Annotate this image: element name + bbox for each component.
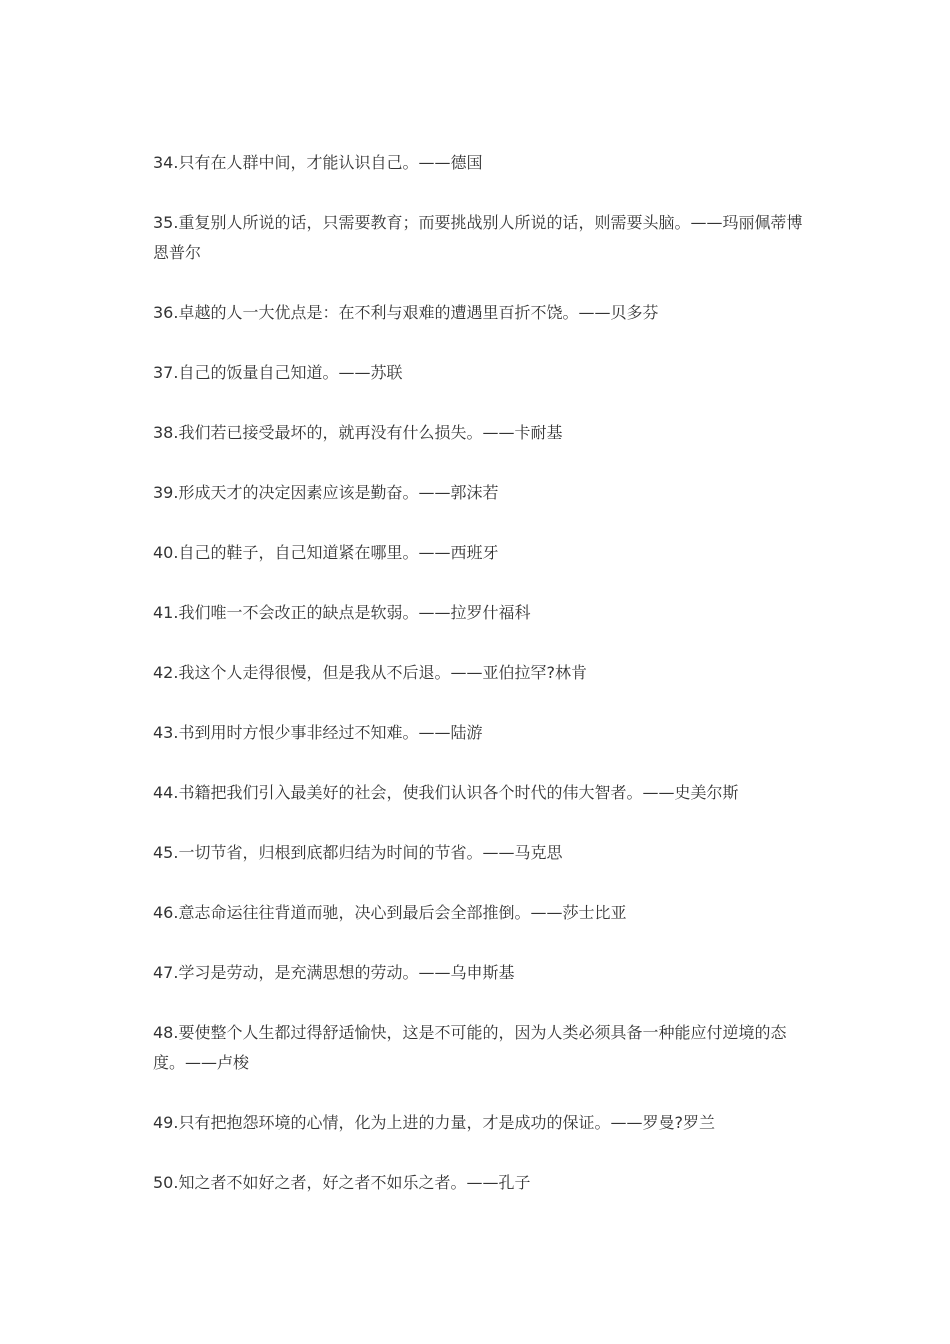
quote-43: 43.书到用时方恨少事非经过不知难。——陆游 bbox=[153, 723, 483, 742]
quote-40: 40.自己的鞋子，自己知道紧在哪里。——西班牙 bbox=[153, 543, 499, 562]
quote-50: 50.知之者不如好之者，好之者不如乐之者。——孔子 bbox=[153, 1173, 531, 1192]
quote-36: 36.卓越的人一大优点是：在不利与艰难的遭遇里百折不饶。——贝多芬 bbox=[153, 303, 659, 322]
quote-46: 46.意志命运往往背道而驰，决心到最后会全部推倒。——莎士比亚 bbox=[153, 903, 627, 922]
quote-45: 45.一切节省，归根到底都归结为时间的节省。——马克思 bbox=[153, 843, 563, 862]
quote-49: 49.只有把抱怨环境的心情，化为上进的力量，才是成功的保证。——罗曼?罗兰 bbox=[153, 1113, 715, 1132]
quote-44: 44.书籍把我们引入最美好的社会，使我们认识各个时代的伟大智者。——史美尔斯 bbox=[153, 783, 739, 802]
quote-38: 38.我们若已接受最坏的，就再没有什么损失。——卡耐基 bbox=[153, 423, 563, 442]
quote-47: 47.学习是劳动，是充满思想的劳动。——乌申斯基 bbox=[153, 963, 515, 982]
quote-42: 42.我这个人走得很慢，但是我从不后退。——亚伯拉罕?林肯 bbox=[153, 663, 587, 682]
quote-34: 34.只有在人群中间，才能认识自己。——德国 bbox=[153, 153, 483, 172]
quote-41: 41.我们唯一不会改正的缺点是软弱。——拉罗什福科 bbox=[153, 603, 531, 622]
quote-48: 48.要使整个人生都过得舒适愉快，这是不可能的，因为人类必须具备一种能应付逆境的态度。——卢梭 bbox=[153, 1023, 787, 1072]
quote-list bbox=[153, 148, 803, 1228]
quote-35: 35.重复别人所说的话，只需要教育；而要挑战别人所说的话，则需要头脑。——玛丽佩蒂博恩普尔 bbox=[153, 213, 803, 262]
quote-39: 39.形成天才的决定因素应该是勤奋。——郭沫若 bbox=[153, 483, 499, 502]
quote-37: 37.自己的饭量自己知道。——苏联 bbox=[153, 363, 403, 382]
